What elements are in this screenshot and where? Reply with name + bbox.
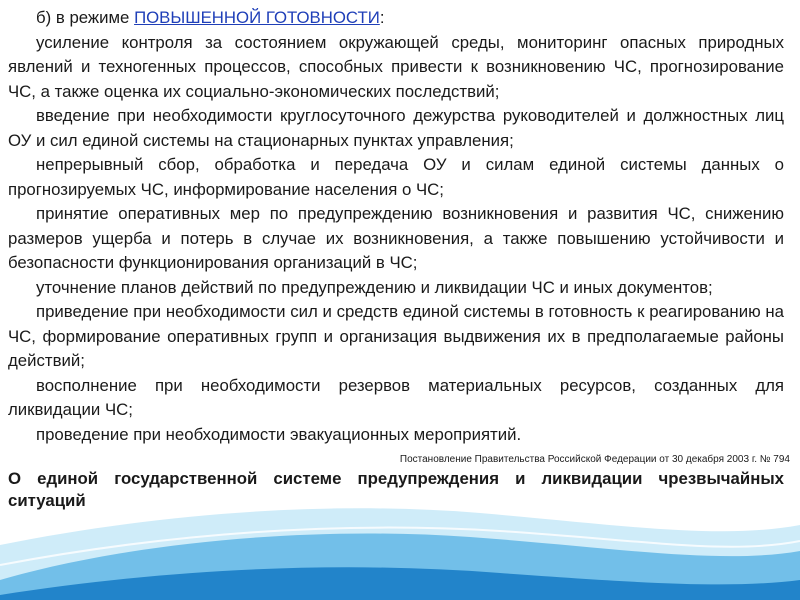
list-item: введение при необходимости круглосуточного дежурства руководителей и должностных лиц ОУ и сил единой системы на стационарных пунктах управления; [8,106,784,150]
mode-heading-suffix: : [379,8,385,27]
document-source: Постановление Правительства Российской Федерации от 30 декабря 2003 г. № 794 [399,454,790,465]
list-item: восполнение при необходимости резервов материальных ресурсов, созданных для ликвидации ЧС; [8,375,784,419]
document-title: О единой государственной системе предупреждения и ликвидации чрезвычайных ситуаций [8,469,784,510]
list-item: усиление контроля за состоянием окружающей среды, мониторинг опасных природных явлений и техногенных процессов, способных привести к возникновению ЧС, прогнозирование ЧС, а также оценка их социально-экономических последствий; [8,32,784,101]
wave-decoration [0,485,800,600]
list-item: принятие оперативных мер по предупреждению возникновения и развития ЧС, снижению размеров ущерба и потерь в случае их возникновения, а также повышению устойчивости и безопасности функционирования организаций в ЧС; [8,204,784,272]
mode-heading [8,6,784,31]
mode-heading-prefix: б) в режиме [36,8,135,27]
list-item: уточнение планов действий по предупреждению и ликвидации ЧС и иных документов; [36,277,713,297]
list-item: приведение при необходимости сил и средств единой системы в готовность к реагированию на ЧС, формирование оперативных групп и организация выдвижения их в предполагаемые районы действий; [8,302,784,370]
list-item: проведение при необходимости эвакуационных мероприятий. [36,424,522,444]
slide-body [8,6,784,447]
list-item: непрерывный сбор, обработка и передача ОУ и силам единой системы данных о прогнозируемых ЧС, информирование населения о ЧС; [8,155,784,199]
mode-heading-highlight[interactable]: ПОВЫШЕННОЙ ГОТОВНОСТИ [134,8,380,27]
